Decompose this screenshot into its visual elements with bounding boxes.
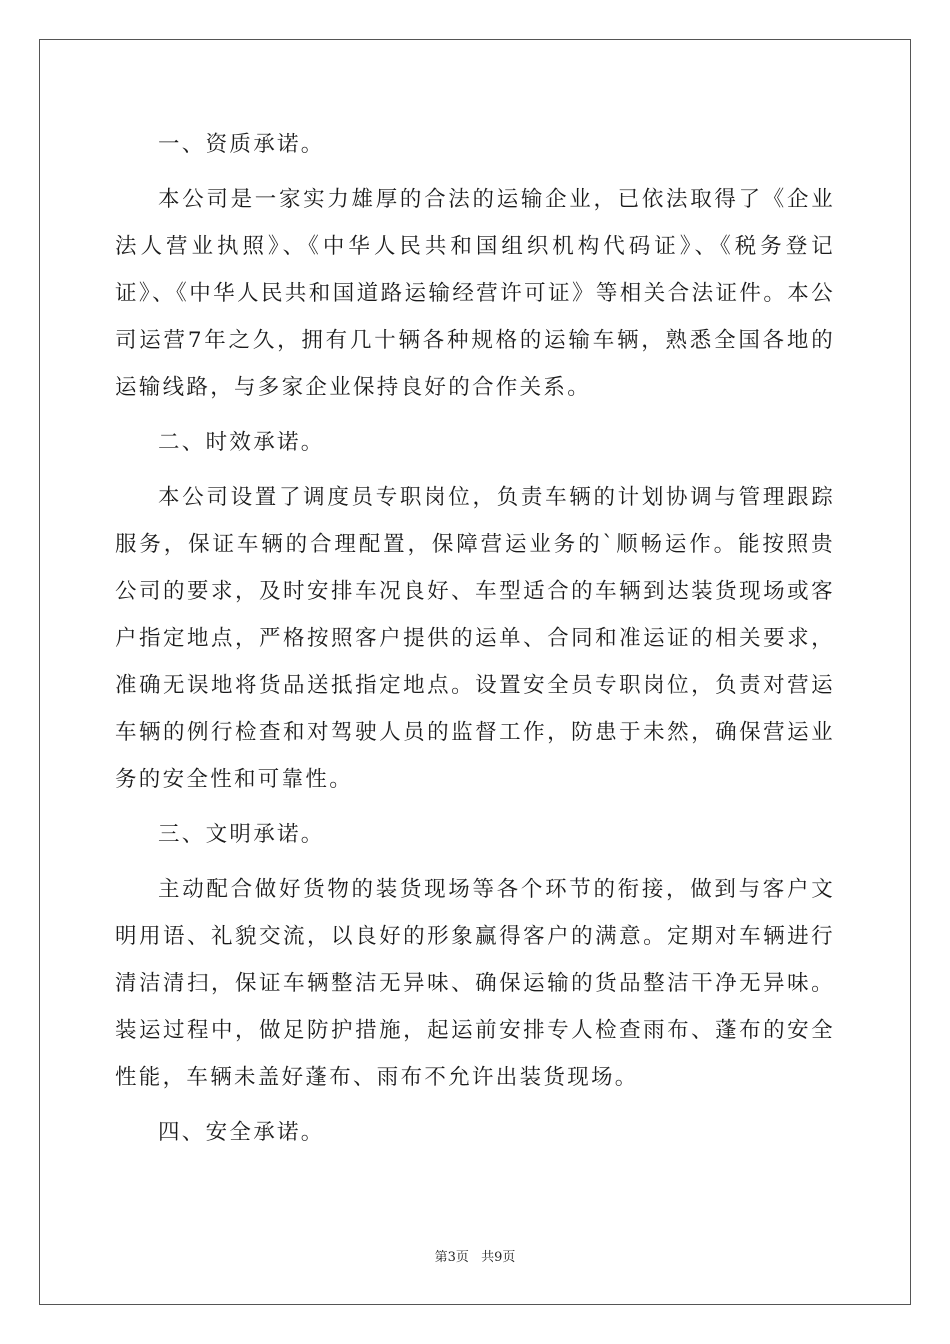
section-heading-qualification: 一、资质承诺。 xyxy=(158,132,325,157)
page-total: 共9页 xyxy=(481,1250,516,1265)
paragraph-qualification: 本公司是一家实力雄厚的合法的运输企业，已依法取得了《企业法人营业执照》、《中华人民共和国组织机构代码证》、《税务登记证》、《中华人民共和国道路运输经营许可证》等相关合法证件。本公司运营7年之久，拥有几十辆各种规格的运输车辆，熟悉全国各地的运输线路，与多家企业保持良好的合作关系。 xyxy=(115,187,835,400)
paragraph-timeliness: 本公司设置了调度员专职岗位，负责车辆的计划协调与管理跟踪服务，保证车辆的合理配置，保障营运业务的`顺畅运作。能按照贵公司的要求，及时安排车况良好、车型适合的车辆到达装货现场或客户指定地点，严格按照客户提供的运单、合同和准运证的相关要求，准确无误地将货品送抵指定地点。设置安全员专职岗位，负责对营运车辆的例行检查和对驾驶人员的监督工作，防患于未然，确保营运业务的安全性和可靠性。 xyxy=(115,485,835,792)
section-heading-civility: 三、文明承诺。 xyxy=(158,822,325,847)
document-body xyxy=(115,121,835,1156)
section-heading-timeliness: 二、时效承诺。 xyxy=(158,430,325,455)
page-footer xyxy=(0,1246,950,1265)
page-number: 第3页 xyxy=(434,1250,469,1265)
paragraph-civility: 主动配合做好货物的装货现场等各个环节的衔接，做到与客户文明用语、礼貌交流，以良好的形象赢得客户的满意。定期对车辆进行清洁清扫，保证车辆整洁无异味、确保运输的货品整洁干净无异味。装运过程中，做足防护措施，起运前安排专人检查雨布、蓬布的安全性能，车辆未盖好蓬布、雨布不允许出装货现场。 xyxy=(115,877,835,1090)
section-heading-safety: 四、安全承诺。 xyxy=(158,1120,325,1145)
